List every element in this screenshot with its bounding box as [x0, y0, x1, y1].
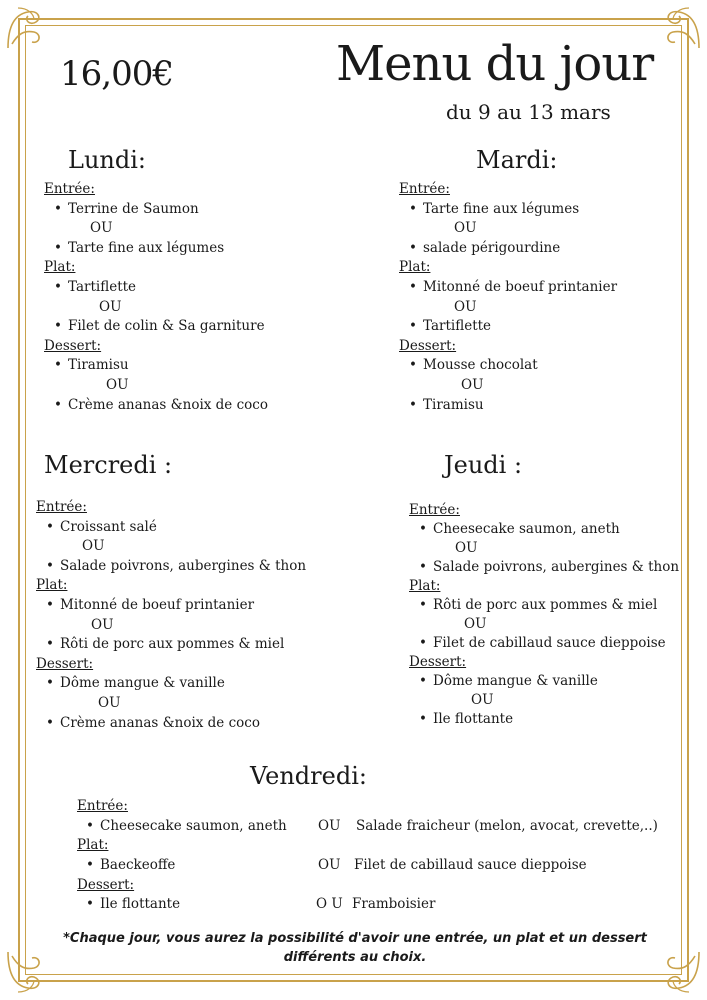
dish-item: • Dôme mangue & vanille: [409, 672, 679, 691]
dish-item: Baeckeoffe: [100, 857, 176, 873]
section-plat: Plat:: [77, 837, 109, 853]
dish-item: • Terrine de Saumon: [44, 200, 268, 220]
dish-item: Framboisier: [352, 896, 436, 912]
footer-note: [60, 929, 650, 967]
page-title: Menu du jour: [336, 36, 654, 92]
section-plat: Plat:: [399, 259, 431, 276]
day-title-lundi: Lundi:: [68, 146, 146, 174]
or-separator: OU: [98, 694, 121, 711]
dish-item: Filet de cabillaud sauce dieppoise: [354, 857, 587, 873]
dish-item: • Tartiflette: [399, 317, 617, 337]
or-separator: OU: [454, 298, 477, 315]
section-dessert: Dessert:: [77, 877, 135, 893]
or-separator: OU: [455, 540, 478, 556]
dish-item: Cheesecake saumon, aneth: [100, 818, 287, 834]
day-title-mercredi: Mercredi :: [44, 451, 173, 479]
bullet-icon: •: [86, 857, 94, 873]
dish-item: • Tarte fine aux légumes: [44, 239, 268, 259]
dish-item: • Mitonné de boeuf printanier: [36, 596, 306, 616]
section-entree: Entrée:: [399, 181, 450, 197]
or-separator: OU: [106, 376, 129, 393]
or-separator: OU: [318, 818, 341, 834]
dish-item: • Filet de colin & Sa garniture: [44, 317, 268, 337]
dish-item: • Salade poivrons, aubergines & thon: [36, 557, 306, 577]
menu-dates: du 9 au 13 mars: [446, 100, 611, 124]
or-separator: OU: [82, 538, 105, 555]
corner-ornament-icon: [4, 948, 52, 996]
dish-item: • Dôme mangue & vanille: [36, 674, 306, 694]
dish-item: • Crème ananas &noix de coco: [36, 714, 306, 734]
bullet-icon: •: [86, 896, 94, 912]
section-entree: Entrée:: [44, 181, 95, 197]
section-entree: Entrée:: [77, 798, 128, 814]
dish-item: Ile flottante: [100, 896, 181, 912]
section-dessert: Dessert:: [36, 655, 94, 672]
dish-item: • Mousse chocolat: [399, 356, 617, 376]
dish-item: • Crème ananas &noix de coco: [44, 396, 268, 416]
dish-item: • Tiramisu: [399, 396, 617, 416]
or-separator: OU: [318, 857, 341, 873]
day-menu-jeudi: [409, 501, 679, 729]
dish-item: • Ile flottante: [409, 710, 679, 729]
corner-ornament-icon: [655, 4, 703, 52]
dish-item: • Mitonné de boeuf printanier: [399, 278, 617, 298]
section-dessert: Dessert:: [409, 654, 467, 670]
bullet-icon: •: [86, 818, 94, 834]
section-plat: Plat:: [44, 259, 76, 276]
menu-price: 16,00€: [60, 54, 173, 94]
day-title-vendredi: Vendredi:: [250, 762, 367, 790]
dish-item: • Tarte fine aux légumes: [399, 200, 617, 220]
or-separator: OU: [464, 616, 487, 632]
dish-item: • Rôti de porc aux pommes & miel: [409, 596, 679, 615]
section-entree: Entrée:: [409, 502, 460, 518]
or-separator: OU: [99, 298, 122, 315]
corner-ornament-icon: [655, 948, 703, 996]
day-menu-lundi: [44, 180, 268, 415]
or-separator: OU: [90, 220, 113, 237]
dish-item: • Rôti de porc aux pommes & miel: [36, 635, 306, 655]
footer-line-1: *Chaque jour, vous aurez la possibilité d'avoir une entrée, un plat et un dessert: [63, 931, 647, 946]
section-plat: Plat:: [409, 578, 441, 594]
or-separator: OU: [91, 616, 114, 633]
dish-item: • salade périgourdine: [399, 239, 617, 259]
or-separator: O U: [316, 896, 343, 912]
dish-item: • Croissant salé: [36, 518, 306, 538]
dish-item: • Salade poivrons, aubergines & thon: [409, 558, 679, 577]
day-title-mardi: Mardi:: [476, 146, 558, 174]
day-menu-mercredi: [36, 498, 306, 733]
day-menu-mardi: [399, 180, 617, 415]
section-dessert: Dessert:: [44, 337, 102, 354]
day-title-jeudi: Jeudi :: [444, 451, 523, 479]
section-entree: Entrée:: [36, 499, 87, 515]
or-separator: OU: [461, 376, 484, 393]
dish-item: Salade fraicheur (melon, avocat, crevette,..): [356, 818, 658, 834]
or-separator: OU: [471, 692, 494, 708]
dish-item: • Tartiflette: [44, 278, 268, 298]
section-dessert: Dessert:: [399, 337, 457, 354]
dish-item: • Cheesecake saumon, aneth: [409, 520, 679, 539]
or-separator: OU: [454, 220, 477, 237]
dish-item: • Filet de cabillaud sauce dieppoise: [409, 634, 679, 653]
footer-line-2: différents au choix.: [283, 950, 427, 965]
dish-item: • Tiramisu: [44, 356, 268, 376]
section-plat: Plat:: [36, 577, 68, 594]
corner-ornament-icon: [4, 4, 52, 52]
